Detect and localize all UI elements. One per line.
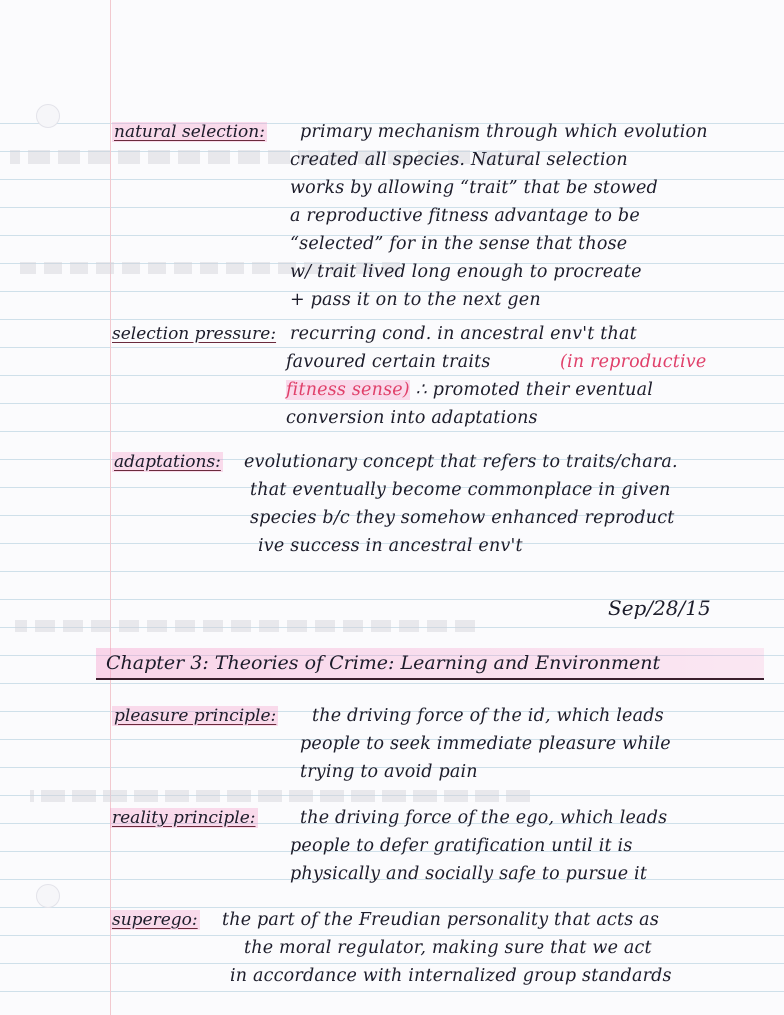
note-line: “selected” for in the sense that those — [290, 234, 628, 254]
note-line: people to defer gratification until it is — [290, 836, 633, 856]
bleed-through-texture — [30, 790, 530, 802]
note-line: trying to avoid pain — [300, 762, 478, 782]
note-line: + pass it on to the next gen — [290, 290, 541, 310]
note-line: works by allowing “trait” that be stowed — [290, 178, 658, 198]
note-line: the moral regulator, making sure that we act — [244, 938, 652, 958]
note-line: that eventually become commonplace in given — [250, 480, 671, 500]
bleed-through-texture — [15, 620, 475, 632]
note-line: conversion into adaptations — [286, 408, 538, 428]
note-line: the part of the Freudian personality that acts as — [222, 910, 659, 930]
term-selection-pressure: selection pressure: — [112, 324, 277, 344]
note-line: ive success in ancestral env't — [258, 536, 523, 556]
note-line: in accordance with internalized group standards — [230, 966, 672, 986]
note-line: recurring cond. in ancestral env't that — [290, 324, 637, 344]
note-line: created all species. Natural selection — [290, 150, 628, 170]
note-line: evolutionary concept that refers to traits/chara. — [244, 452, 678, 472]
pink-annotation: fitness sense) — [286, 380, 410, 400]
note-line: people to seek immediate pleasure while — [300, 734, 671, 754]
top-margin — [0, 0, 784, 100]
binder-hole — [36, 884, 60, 908]
term-pleasure-principle: pleasure principle: — [114, 706, 277, 726]
note-line: physically and socially safe to pursue it — [290, 864, 648, 884]
note-line: the driving force of the id, which leads — [312, 706, 664, 726]
chapter-heading — [96, 648, 764, 680]
binder-hole — [36, 104, 60, 128]
date-label: Sep/28/15 — [608, 596, 711, 620]
note-line: primary mechanism through which evolution — [300, 122, 708, 142]
chapter-heading-text: Chapter 3: Theories of Crime: Learning and Environment — [106, 652, 661, 674]
term-reality-principle: reality principle: — [112, 808, 256, 828]
note-line: species b/c they somehow enhanced reproduct — [250, 508, 675, 528]
note-line — [286, 380, 653, 400]
note-line: favoured certain traits — [286, 352, 491, 372]
term-natural-selection: natural selection: — [114, 122, 265, 142]
term-superego: superego: — [112, 910, 198, 930]
pink-annotation: (in reproductive — [560, 352, 707, 372]
note-line: the driving force of the ego, which leads — [300, 808, 668, 828]
note-line-tail: ∴ promoted their eventual — [415, 380, 654, 400]
note-line: w/ trait lived long enough to procreate — [290, 262, 642, 282]
term-adaptations: adaptations: — [114, 452, 221, 472]
note-line: a reproductive fitness advantage to be — [290, 206, 640, 226]
